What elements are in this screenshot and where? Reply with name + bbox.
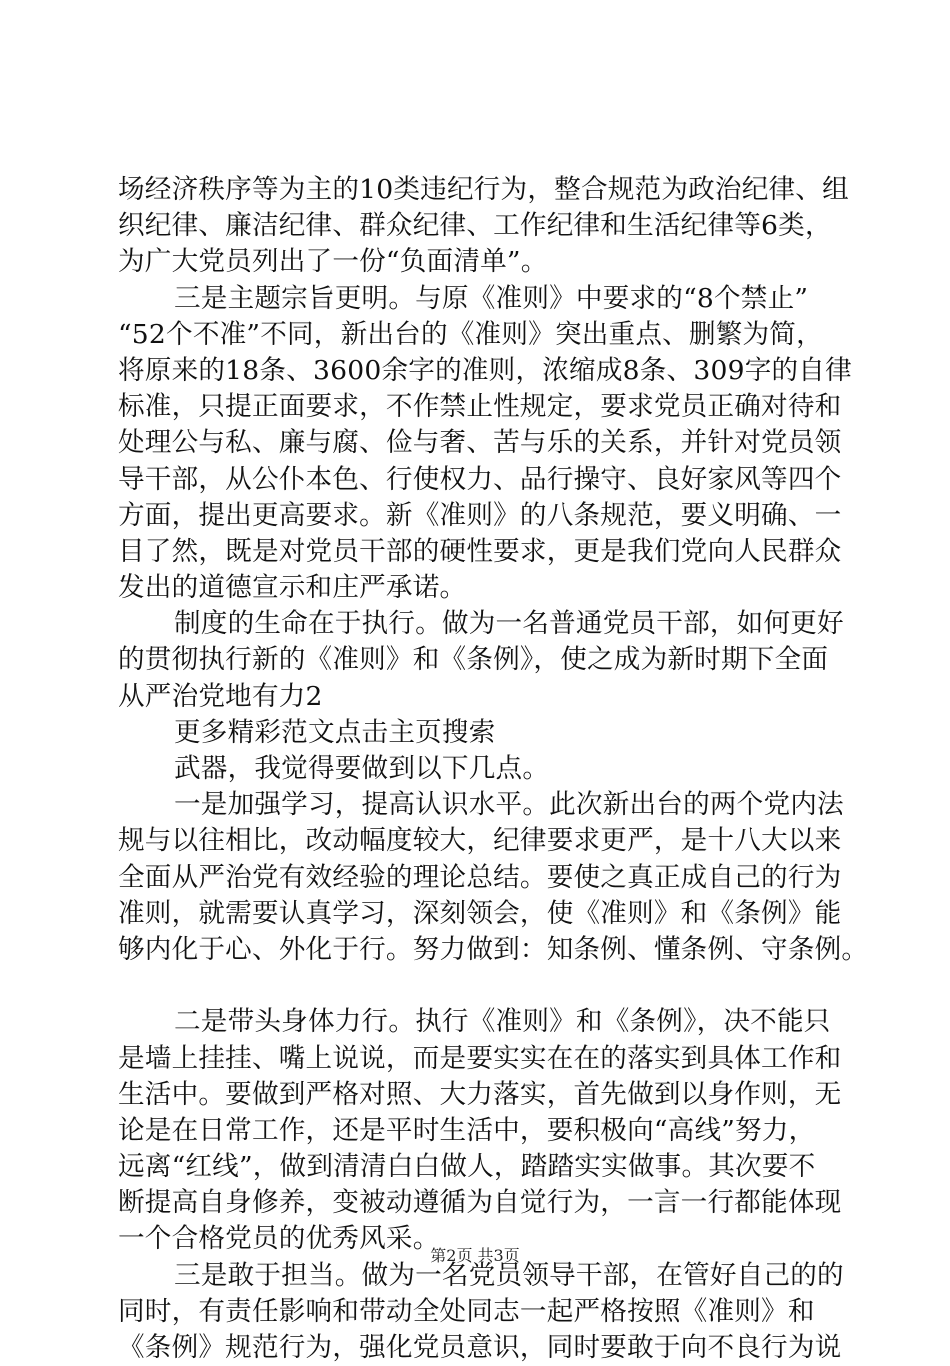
text-line: 武器，我觉得要做到以下几点。 [174, 753, 550, 784]
text-line: 全面从严治党有效经验的理论总结。要使之真正成自己的行为 [118, 861, 842, 893]
text-line: 一个合格党员的优秀风采。 [118, 1223, 440, 1255]
text-line: 《条例》规范行为，强化党员意识，同时要敢于向不良行为说 [118, 1332, 842, 1363]
blank-line [118, 968, 842, 1004]
text-line: 是墙上挂挂、嘴上说说，而是要实实在在的落实到具体工作和 [118, 1042, 842, 1074]
text-line: 发出的道德宣示和庄严承诺。 [118, 572, 467, 604]
text-line: 从严治党地有力2 [118, 680, 323, 712]
text-line: 断提高自身修养，变被动遵循为自觉行为，一言一行都能体现 [118, 1187, 842, 1219]
text-line: 处理公与私、廉与腐、俭与奢、苦与乐的关系，并针对党员领 [118, 427, 842, 459]
text-line: 生活中。要做到严格对照、大力落实，首先做到以身作则，无 [118, 1078, 842, 1110]
text-line: 一是加强学习，提高认识水平。此次新出台的两个党内法 [174, 789, 844, 821]
text-line: 二是带头身体力行。执行《准则》和《条例》，决不能只 [174, 1006, 831, 1038]
text-line: 准则，就需要认真学习，深刻领会，使《准则》和《条例》能 [118, 897, 842, 929]
text-line: 够内化于心、外化于行。努力做到：知条例、懂条例、守条例。 [118, 933, 869, 965]
text-line: 三是敢于担当。做为一名党员领导干部，在管好自己的的 [174, 1259, 844, 1291]
text-line: 目了然，既是对党员干部的硬性要求，更是我们党向人民群众 [118, 535, 842, 567]
text-line: 更多精彩范文点击主页搜索 [174, 716, 496, 748]
text-line: 规与以往相比，改动幅度较大，纪律要求更严，是十八大以来 [118, 825, 842, 857]
text-line: 三是主题宗旨更明。与原《准则》中要求的“8个禁止” [174, 282, 809, 314]
text-line: 制度的生命在于执行。做为一名普通党员干部，如何更好 [174, 608, 844, 640]
text-line: 方面，提出更高要求。新《准则》的八条规范，要义明确、一 [118, 499, 842, 531]
text-line: 论是在日常工作，还是平时生活中，要积极向“高线”努力， [118, 1114, 816, 1146]
document-body [118, 172, 869, 1366]
text-line: 导干部，从公仆本色、行使权力、品行操守、良好家风等四个 [118, 463, 842, 495]
text-line: “52个不准”不同，新出台的《准则》突出重点、删繁为简， [118, 318, 823, 350]
text-line: 标准，只提正面要求，不作禁止性规定，要求党员正确对待和 [118, 391, 842, 423]
page-footer: 第2页 共3页 [430, 1246, 520, 1265]
text-line: 织纪律、廉洁纪律、群众纪律、工作纪律和生活纪律等6类， [118, 210, 832, 242]
text-line: 为广大党员列出了一份“负面清单”。 [118, 246, 548, 278]
text-line: 场经济秩序等为主的10类违纪行为，整合规范为政治纪律、组 [118, 174, 849, 205]
text-line: 同时，有责任影响和带动全处同志一起严格按照《准则》和 [118, 1295, 815, 1327]
text-line: 远离“红线”，做到清清白白做人，踏踏实实做事。其次要不 [118, 1151, 816, 1183]
text-line: 将原来的18条、3600余字的准则，浓缩成8条、309字的自律 [118, 354, 852, 386]
text-line: 的贯彻执行新的《准则》和《条例》，使之成为新时期下全面 [118, 644, 829, 676]
